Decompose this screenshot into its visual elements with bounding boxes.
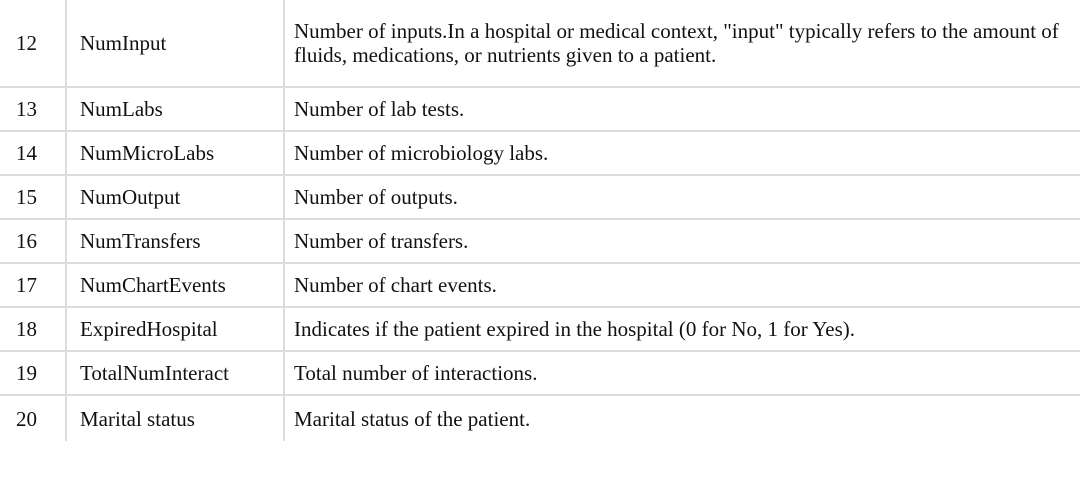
row-number: 15: [0, 175, 66, 219]
variable-description: Total number of interactions.: [284, 351, 1080, 395]
variable-description: Number of transfers.: [284, 219, 1080, 263]
variable-description: Number of chart events.: [284, 263, 1080, 307]
row-number: 12: [0, 0, 66, 87]
table-row: [0, 0, 1080, 87]
variable-description: Indicates if the patient expired in the hospital (0 for No, 1 for Yes).: [284, 307, 1080, 351]
table-row: [0, 263, 1080, 307]
variable-description: Number of inputs.In a hospital or medical context, "input" typically refers to the amount of fluids, medications, or nutrients given to a patient.: [284, 0, 1080, 87]
row-number: 19: [0, 351, 66, 395]
variable-name: Marital status: [66, 395, 284, 441]
row-number: 13: [0, 87, 66, 131]
row-number: 20: [0, 395, 66, 441]
variable-description: Number of outputs.: [284, 175, 1080, 219]
variable-name: NumLabs: [66, 87, 284, 131]
table-row: [0, 175, 1080, 219]
variable-description: Number of microbiology labs.: [284, 131, 1080, 175]
row-number: 16: [0, 219, 66, 263]
row-number: 14: [0, 131, 66, 175]
table-row: [0, 395, 1080, 441]
table-row: [0, 219, 1080, 263]
variable-name: NumInput: [66, 0, 284, 87]
variable-name: NumChartEvents: [66, 263, 284, 307]
variable-name: ExpiredHospital: [66, 307, 284, 351]
row-number: 17: [0, 263, 66, 307]
variable-name: NumTransfers: [66, 219, 284, 263]
variable-description: Marital status of the patient.: [284, 395, 1080, 441]
table-row: [0, 131, 1080, 175]
variable-description: Number of lab tests.: [284, 87, 1080, 131]
table-row: [0, 351, 1080, 395]
variable-name: NumMicroLabs: [66, 131, 284, 175]
variable-name: NumOutput: [66, 175, 284, 219]
table-row: [0, 87, 1080, 131]
row-number: 18: [0, 307, 66, 351]
variable-name: TotalNumInteract: [66, 351, 284, 395]
table-row: [0, 307, 1080, 351]
